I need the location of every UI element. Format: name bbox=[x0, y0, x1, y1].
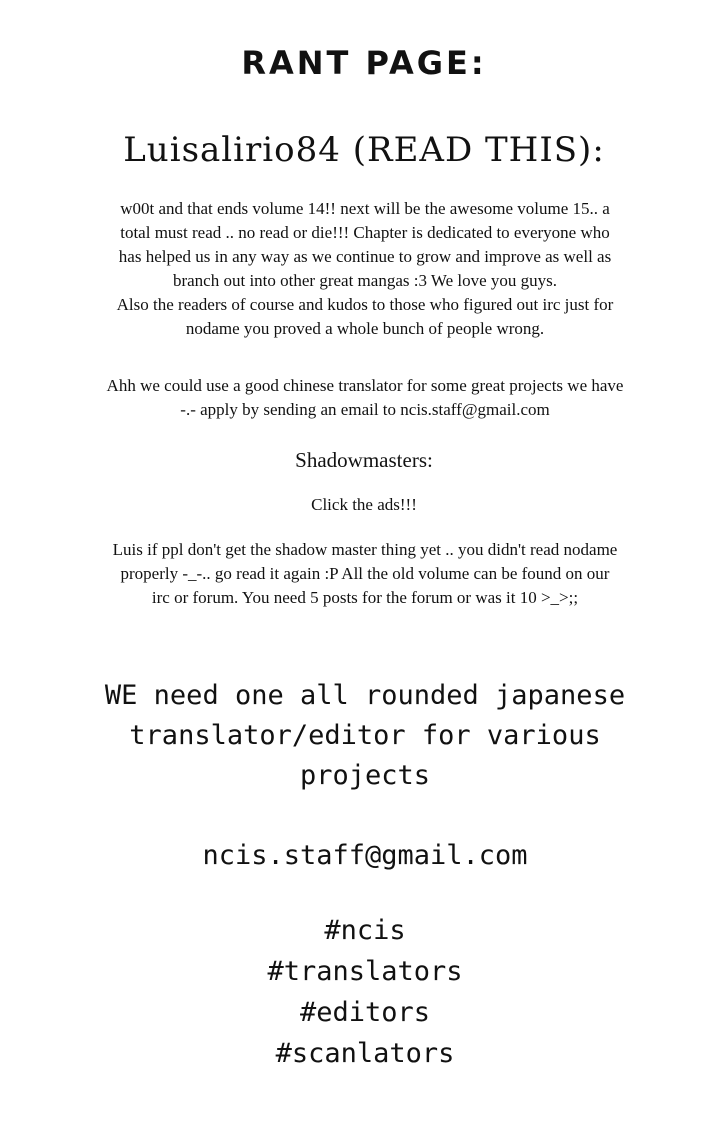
click-ads-text: Click the ads!!! bbox=[311, 495, 417, 514]
section-subtitle: Luisalirio84 (READ THIS): bbox=[123, 130, 605, 170]
intro-paragraph: w00t and that ends volume 14!! next will be the awesome volume 15.. a total must read .. no read or die!!! Chapter is dedicated to everyone who has helped us in any way as we continue to grow and improve as well as branch out into other great mangas :3 We love you guys. Also the readers of course and kudos to those who figured out irc just for nodame you proved a whole bunch of people wrong. bbox=[116, 199, 614, 338]
recruit-notice: WE need one all rounded japanese translator/editor for various projects bbox=[104, 680, 626, 791]
shadowmasters-heading: Shadowmasters: bbox=[295, 448, 433, 472]
contact-email: ncis.staff@gmail.com bbox=[202, 840, 528, 871]
shadowmaster-paragraph: Luis if ppl don't get the shadow master thing yet .. you didn't read nodame properly -_-.. go read it again :P All the old volume can be found on our irc or forum. You need 5 posts for the forum or was it 10 >_>;; bbox=[112, 540, 618, 607]
page-title: RANT PAGE: bbox=[241, 44, 487, 82]
irc-channel-list: #ncis #translators #editors #scanlators bbox=[267, 915, 463, 1069]
translator-request-paragraph: Ahh we could use a good chinese translator for some great projects we have -.- apply by sending an email to ncis.staff@gmail.com bbox=[106, 376, 624, 419]
